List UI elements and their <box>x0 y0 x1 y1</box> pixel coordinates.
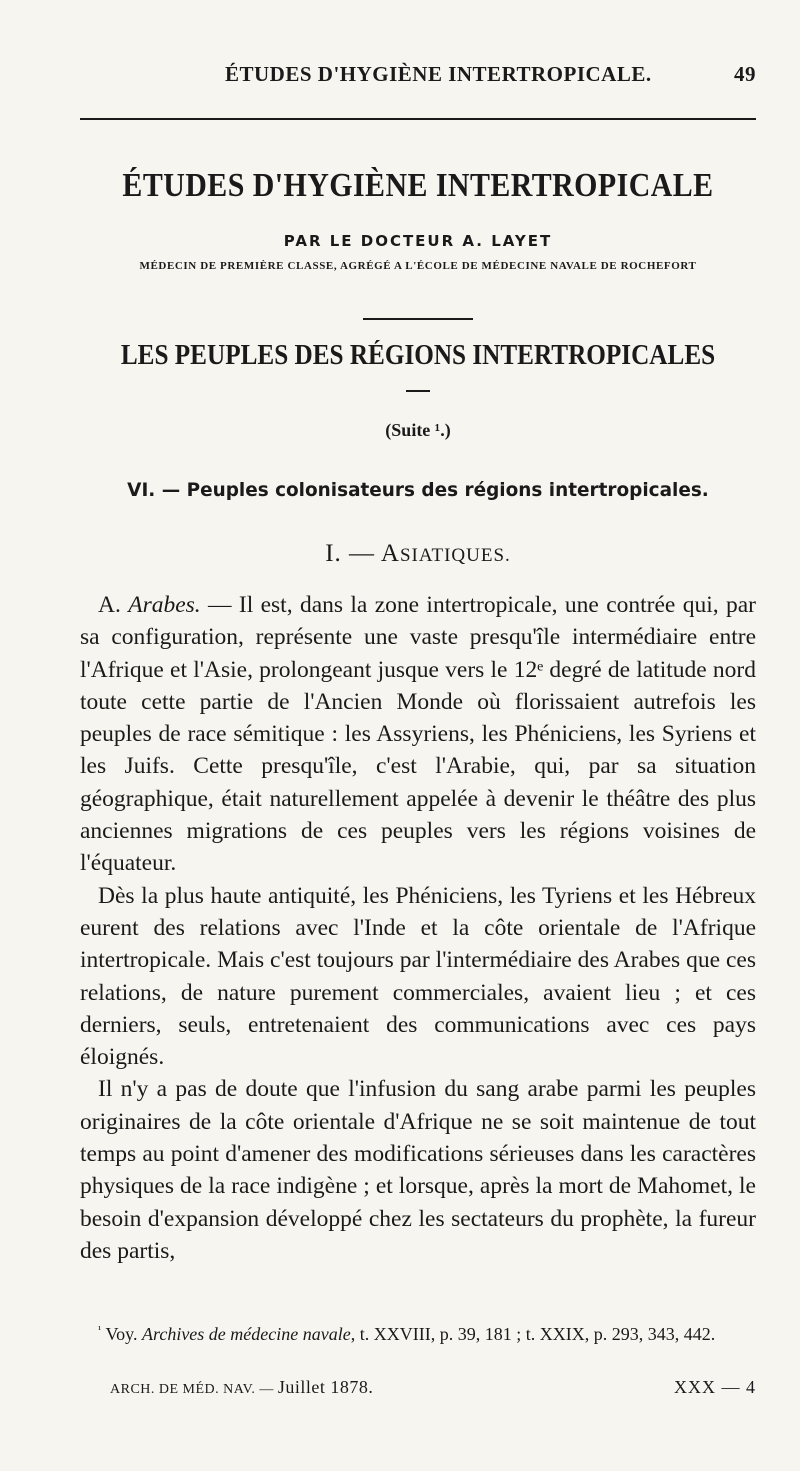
footnote-mark: ¹ <box>98 1324 102 1336</box>
paragraph-1 <box>80 589 756 880</box>
article-author: PAR LE DOCTEUR A. LAYET <box>283 232 553 250</box>
paragraph-3: Il n'y a pas de doute que l'infusion du sang arabe parmi les peuples originaires de la côte orientale d'Afrique ne se soit maintenue de tout temps au point d'amener des modifications sérieuses dans les caractères physiques de la race indigène ; et lorsque, après la mort de Mahomet, le besoin d'expansion développé chez les sectateurs du prophète, la fureur des partis, <box>80 1076 756 1264</box>
title-divider <box>363 318 473 320</box>
footer-signature: XXX — 4 <box>674 1377 756 1397</box>
chapter-heading <box>80 540 756 568</box>
section-divider <box>406 390 430 392</box>
footnote <box>80 1318 756 1346</box>
footnote-prefix: Voy. <box>101 1324 142 1344</box>
footer-date: Juillet 1878. <box>277 1377 374 1397</box>
footnote-text: , t. XXVIII, p. 39, 181 ; t. XXIX, p. 293, 343, 442. <box>350 1324 716 1344</box>
section-title: LES PEUPLES DES RÉGIONS INTERTROPICALES <box>120 340 716 371</box>
body-text <box>80 589 756 1267</box>
subsection-label: A. <box>98 592 129 618</box>
subsection-name: Arabes. <box>128 592 201 618</box>
footnote-journal: Archives de médecine navale <box>142 1324 351 1344</box>
paragraph-1-text: — Il est, dans la zone intertropicale, une contrée qui, par sa configuration, représente une vaste presqu'île intermédiaire entre l'Afrique et l'Asie, prolongeant jusque vers le 12ᵉ degré de latitude nord toute cette partie de l'Ancien Monde où florissaient autrefois les peuples de race sémitique : les Assyriens, les Phéniciens, les Syriens et les Juifs. Cette presqu'île, c'est l'Arabie, qui, par sa situation géographique, était naturellement appelée à devenir le théâtre des plus anciennes migrations de ces peuples vers les régions voisines de l'équateur. <box>80 592 756 877</box>
running-head-title: ÉTUDES D'HYGIÈNE INTERTROPICALE. <box>225 62 652 86</box>
part-heading: VI. — Peuples colonisateurs des régions intertropicales. <box>127 479 709 501</box>
page-number: 49 <box>734 62 756 86</box>
chapter-name: SIATIQUES. <box>399 545 511 566</box>
article-title: ÉTUDES D'HYGIÈNE INTERTROPICALE <box>122 167 714 204</box>
footer-journal-name: ARCH. DE MÉD. NAV. — <box>110 1382 278 1397</box>
author-affiliation: MÉDECIN DE PREMIÈRE CLASSE, AGRÉGÉ A L'ÉCOLE DE MÉDECINE NAVALE DE ROCHEFORT <box>139 260 697 272</box>
header-rule <box>80 118 756 120</box>
continuation-note: (Suite ¹.) <box>385 420 451 440</box>
paragraph-2: Dès la plus haute antiquité, les Phéniciens, les Tyriens et les Hébreux eurent des relations avec l'Inde et la côte orientale de l'Afrique intertropicale. Mais c'est toujours par l'intermédiaire des Arabes que ces relations, de nature purement commerciales, avaient lieu ; et ces derniers, seuls, entretenaient des communications avec ces pays éloignés. <box>80 882 756 1071</box>
footer-journal <box>110 1377 373 1398</box>
chapter-number: I. — A <box>325 540 400 567</box>
